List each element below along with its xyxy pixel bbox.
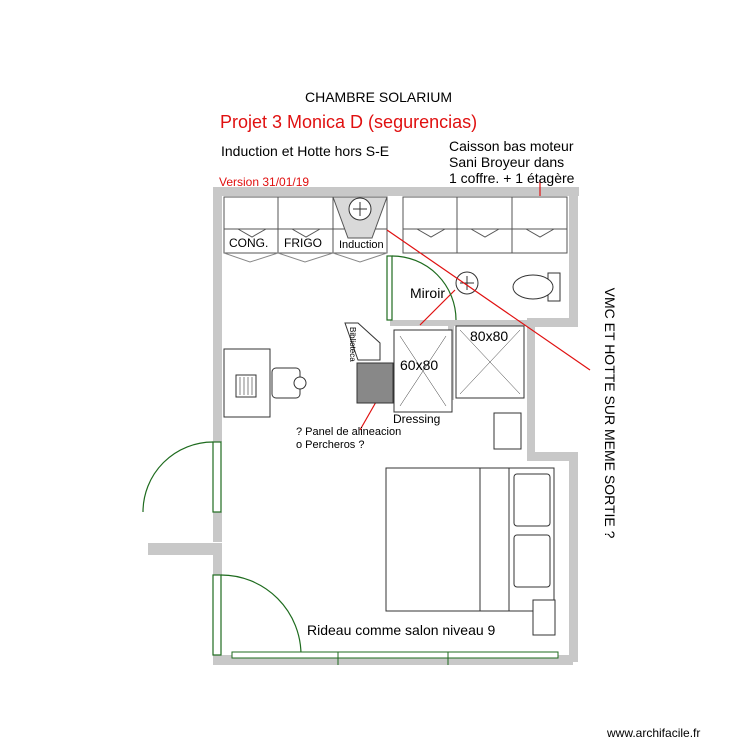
wall-right-upper bbox=[569, 187, 578, 327]
wall-left-upper bbox=[213, 187, 222, 442]
wall-left-lower bbox=[213, 555, 222, 575]
panel-note bbox=[296, 426, 401, 452]
caisson-line-2: Sani Broyeur dans bbox=[449, 154, 565, 170]
cabinet-right-1 bbox=[403, 197, 457, 253]
cabinets-right bbox=[403, 197, 567, 253]
cabinet-right-2 bbox=[457, 197, 512, 253]
wall-left-stub bbox=[148, 543, 222, 555]
wall-right-mid bbox=[527, 318, 535, 461]
door-left-lower bbox=[213, 575, 221, 655]
label-biblioteca: Biblioteca bbox=[348, 327, 357, 362]
label-induction: Induction bbox=[339, 239, 384, 251]
caisson-note bbox=[449, 138, 574, 186]
small-cabinet bbox=[494, 413, 521, 449]
cabinet-right-3 bbox=[512, 197, 567, 253]
wall-right-lower bbox=[569, 452, 578, 662]
caisson-line-3: 1 coffre. + 1 étagère bbox=[449, 170, 575, 186]
rideau-note: Rideau comme salon niveau 9 bbox=[307, 622, 496, 638]
label-frigo: FRIGO bbox=[284, 236, 322, 250]
vmc-note: VMC ET HOTTE SUR MEME SORTIE ? bbox=[602, 287, 619, 539]
label-shower-60x80: 60x80 bbox=[400, 357, 439, 373]
nightstand bbox=[533, 600, 555, 635]
door-miroir bbox=[387, 256, 392, 320]
label-miroir: Miroir bbox=[410, 285, 445, 301]
cabinet-open-lines bbox=[224, 253, 387, 262]
induction-note: Induction et Hotte hors S-E bbox=[221, 143, 390, 159]
label-cong: CONG. bbox=[229, 236, 269, 250]
panel-line-2: o Percheros ? bbox=[296, 439, 365, 451]
plan-title: CHAMBRE SOLARIUM bbox=[305, 89, 453, 105]
footer-credit[interactable]: www.archifacile.fr bbox=[607, 726, 701, 740]
panel-line-1: ? Panel de alineacion bbox=[296, 426, 402, 438]
project-name: Projet 3 Monica D (segurencias) bbox=[220, 112, 478, 132]
door-left-upper bbox=[213, 442, 221, 512]
caisson-line-1: Caisson bas moteur bbox=[449, 138, 574, 154]
bed-icon bbox=[386, 468, 554, 611]
desk-chair-icon bbox=[224, 349, 306, 417]
wall-left-mid bbox=[213, 512, 222, 542]
label-shower-80x80: 80x80 bbox=[470, 328, 509, 344]
version-label: Version 31/01/19 bbox=[219, 175, 310, 189]
wall-inner-h bbox=[390, 320, 532, 326]
label-dressing: Dressing bbox=[393, 412, 441, 426]
toilet-icon bbox=[513, 273, 560, 301]
